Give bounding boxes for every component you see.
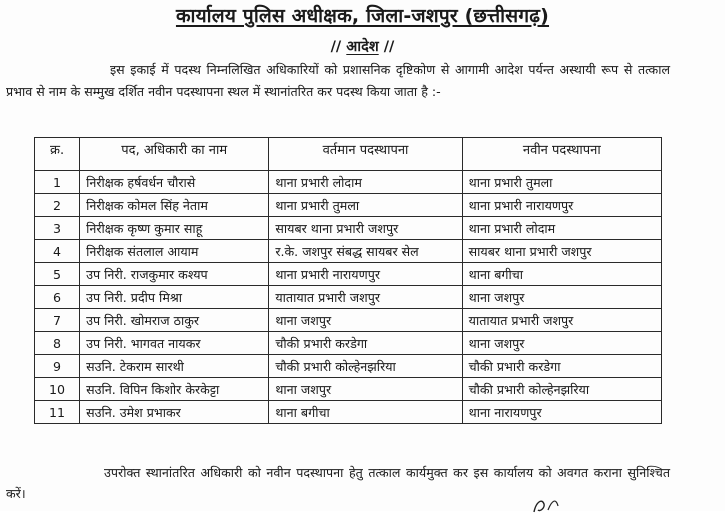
table-row <box>35 240 662 263</box>
cell-sr: 7 <box>35 309 80 332</box>
cell-sr: 8 <box>35 332 80 355</box>
cell-sr: 6 <box>35 286 80 309</box>
cell-current-posting: सायबर थाना प्रभारी जशपुर <box>269 217 462 240</box>
table-header-row <box>35 138 662 171</box>
cell-name: उप निरी. भागवत नायकर <box>80 332 269 355</box>
header-current-posting: वर्तमान पदस्थापना <box>269 138 462 171</box>
cell-name: उप निरी. खोमराज ठाकुर <box>80 309 269 332</box>
order-label: आदेश <box>346 39 379 55</box>
table-row <box>35 194 662 217</box>
cell-new-posting: चौकी प्रभारी करडेगा <box>462 355 661 378</box>
cell-sr: 2 <box>35 194 80 217</box>
cell-name: निरीक्षक संतलाल आयाम <box>80 240 269 263</box>
table-row <box>35 309 662 332</box>
header-sr: क्र. <box>35 138 80 171</box>
cell-sr: 10 <box>35 378 80 401</box>
intro-text: इस इकाई में पदस्थ निम्नलिखित अधिकारियों को प्रशासनिक दृष्टिकोण से आगामी आदेश पर्यन्त अस्थायी रूप से तत्काल प्रभाव से नाम के सम्मुख दर्शित नवीन पदस्थापना स्थल में स्थानांतरित कर पदस्थ किया जाता है :- <box>6 62 670 99</box>
table-row <box>35 401 662 424</box>
header-name: पद, अधिकारी का नाम <box>80 138 269 171</box>
cell-name: निरीक्षक हर्षवर्धन चौरासे <box>80 171 269 194</box>
cell-sr: 11 <box>35 401 80 424</box>
cell-current-posting: थाना बगीचा <box>269 401 462 424</box>
cell-name: निरीक्षक कृष्ण कुमार साहू <box>80 217 269 240</box>
table-row <box>35 217 662 240</box>
cell-new-posting: थाना प्रभारी नारायणपुर <box>462 194 661 217</box>
intro-paragraph <box>6 59 670 103</box>
cell-current-posting: र.के. जशपुर संबद्ध सायबर सेल <box>269 240 462 263</box>
cell-sr: 4 <box>35 240 80 263</box>
cell-name: सउनि. विपिन किशोर केरकेट्टा <box>80 378 269 401</box>
table-row <box>35 171 662 194</box>
cell-new-posting: सायबर थाना प्रभारी जशपुर <box>462 240 661 263</box>
cell-current-posting: यातायात प्रभारी जशपुर <box>269 286 462 309</box>
cell-current-posting: थाना प्रभारी तुमला <box>269 194 462 217</box>
cell-new-posting: यातायात प्रभारी जशपुर <box>462 309 661 332</box>
closing-text: उपरोक्त स्थानांतरित अधिकारी को नवीन पदस्थापना हेतु तत्काल कार्यमुक्त कर इस कार्यालय को अवगत कराना सुनिश्चित करें। <box>6 465 670 501</box>
cell-current-posting: थाना जशपुर <box>269 378 462 401</box>
cell-sr: 5 <box>35 263 80 286</box>
cell-current-posting: थाना जशपुर <box>269 309 462 332</box>
cell-sr: 9 <box>35 355 80 378</box>
table-row <box>35 332 662 355</box>
cell-name: निरीक्षक कोमल सिंह नेताम <box>80 194 269 217</box>
cell-name: सउनि. उमेश प्रभाकर <box>80 401 269 424</box>
table-row <box>35 263 662 286</box>
closing-paragraph <box>6 462 670 504</box>
office-title <box>0 2 725 28</box>
cell-current-posting: चौकी प्रभारी करडेगा <box>269 332 462 355</box>
order-prefix: // <box>330 39 342 55</box>
transfer-table <box>34 137 662 424</box>
table-row <box>35 378 662 401</box>
cell-new-posting: थाना जशपुर <box>462 332 661 355</box>
order-heading <box>0 36 725 56</box>
office-title-text: कार्यालय पुलिस अधीक्षक, जिला-जशपुर (छत्तीसगढ़) <box>175 5 550 27</box>
header-new-posting: नवीन पदस्थापना <box>462 138 661 171</box>
cell-current-posting: चौकी प्रभारी कोल्हेनझरिया <box>269 355 462 378</box>
cell-current-posting: थाना प्रभारी नारायणपुर <box>269 263 462 286</box>
signature-icon <box>530 494 570 514</box>
cell-new-posting: थाना जशपुर <box>462 286 661 309</box>
cell-new-posting: थाना प्रभारी तुमला <box>462 171 661 194</box>
cell-new-posting: थाना प्रभारी लोदाम <box>462 217 661 240</box>
cell-new-posting: चौकी प्रभारी कोल्हेनझरिया <box>462 378 661 401</box>
order-suffix: // <box>383 39 395 55</box>
cell-new-posting: थाना नारायणपुर <box>462 401 661 424</box>
cell-name: उप निरी. प्रदीप मिश्रा <box>80 286 269 309</box>
table-row <box>35 355 662 378</box>
cell-new-posting: थाना बगीचा <box>462 263 661 286</box>
table-row <box>35 286 662 309</box>
cell-name: सउनि. टेकराम सारथी <box>80 355 269 378</box>
cell-name: उप निरी. राजकुमार कश्यप <box>80 263 269 286</box>
cell-current-posting: थाना प्रभारी लोदाम <box>269 171 462 194</box>
cell-sr: 3 <box>35 217 80 240</box>
cell-sr: 1 <box>35 171 80 194</box>
